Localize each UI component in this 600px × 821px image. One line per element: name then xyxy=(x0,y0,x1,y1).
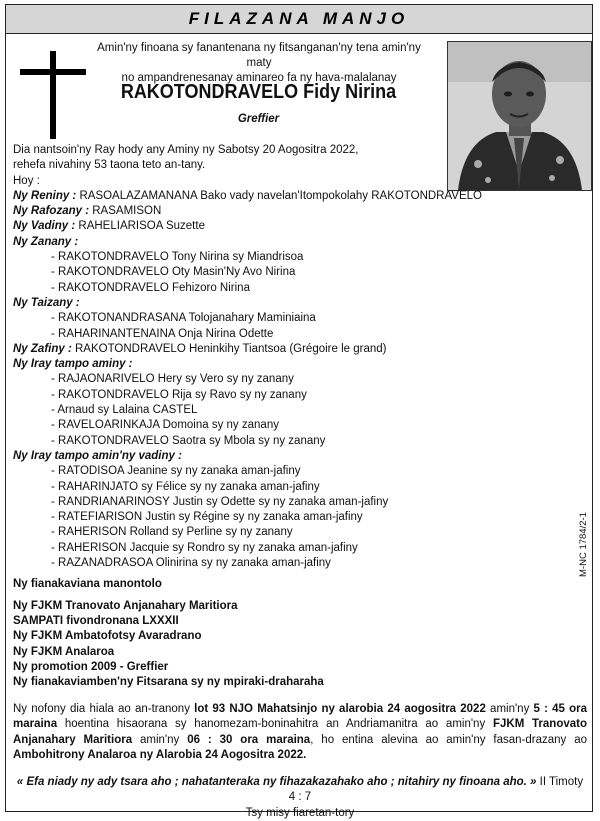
group-item: SAMPATI fivondronana LXXXII xyxy=(13,614,179,627)
list-item: - RAKOTONDRAVELO Oty Masin'Ny Avo Nirina xyxy=(51,266,296,279)
mother-row xyxy=(13,189,488,204)
list-item: - RAKOTONDRAVELO Saotra sy Mbola sy ny zanany xyxy=(51,434,326,447)
wife-value: RAHELIARISOA Suzette xyxy=(78,220,205,233)
list-item: - RAHARINJATO sy Félice sy ny zanaka aman-jafiny xyxy=(51,480,320,493)
notice-text: amin'ny xyxy=(132,733,188,746)
grandchildren-label: Ny Taizany : xyxy=(13,296,80,309)
mother-value: RASOALAZAMANANA Bako vady navelan'Itompokolahy RAKOTONDRAVELO xyxy=(79,189,482,202)
notice-time: 5 : 45 ora maraina xyxy=(13,703,587,731)
great-grandchild-value: RAKOTONDRAVELO Heninkihy Tiantsoa (Grégoire le grand) xyxy=(75,342,387,355)
notice-text: hoentina hisaorana sy hanomezam-boninahitra an Andriamanitra ao amin'ny xyxy=(57,718,493,731)
quote-text: « Efa niady ny ady tsara aho ; nahatanteraka ny fihazakazahako aho ; nitahiry ny finoana aho. » xyxy=(16,776,537,788)
deceased-role: Greffier xyxy=(237,113,280,125)
mother-label: Ny Reniny : xyxy=(13,189,77,202)
list-item: - RAKOTONDRAVELO Rija sy Ravo sy ny zanany xyxy=(51,388,307,401)
list-item: - RATEFIARISON Justin sy Régine sy ny zanaka aman-jafiny xyxy=(51,511,363,524)
reference-code: M-NC 1784/2-1 xyxy=(578,512,589,577)
scripture-quote xyxy=(13,775,587,821)
announcement-line-2: rehefa nivahiny 53 taona teto an-tany. xyxy=(13,159,206,172)
list-item: - RAKOTONANDRASANA Tolojanahary Maminiaina xyxy=(51,312,316,325)
list-item: - RAHARINANTENAINA Onja Nirina Odette xyxy=(51,327,274,340)
list-item: - RAHERISON Jacquie sy Rondro sy ny zanaka aman-jafiny xyxy=(51,541,358,554)
wife-label: Ny Vadiny : xyxy=(13,220,76,233)
group-item: Ny FJKM Tranovato Anjanahary Maritiora xyxy=(13,599,238,612)
notice-time: 06 : 30 ora maraina xyxy=(187,733,311,746)
quote-citation: II Timoty 4 : 7 xyxy=(288,776,584,804)
list-item: - Arnaud sy Lalaina CASTEL xyxy=(51,404,198,417)
great-grandchild-row xyxy=(13,342,488,357)
group-item: Ny fianakaviamben'ny Fitsarana sy ny mpiraki-draharaha xyxy=(13,676,324,689)
group-item: Ny FJKM Ambatofotsy Avaradrano xyxy=(13,630,202,643)
notice-text: amin'ny xyxy=(485,703,534,715)
closing-line: Tsy misy fiaretan-tory xyxy=(245,806,355,819)
notice-frame xyxy=(5,4,593,819)
list-item: - RAHERISON Rolland sy Perline sy ny zanany xyxy=(51,526,293,539)
children-label: Ny Zanany : xyxy=(13,235,79,248)
announcement-line-1: Dia nantsoin'ny Ray hody any Aminy ny Sabotsy 20 Aogositra 2022, xyxy=(13,144,359,156)
intro-line-2: no ampandrenesanay aminareo fa ny hava-malalanay xyxy=(121,72,397,84)
notice-church: FJKM Tranovato Anjanahary Maritiora xyxy=(13,718,587,746)
intro-line-1: Amin'ny finoana sy fanantenana ny fitsanganan'ny tena amin'ny maty xyxy=(97,42,421,69)
list-item: - RANDRIANARINOSY Justin sy Odette sy ny zanaka aman-jafiny xyxy=(51,495,389,508)
banner-title: FILAZANA MANJO xyxy=(6,5,592,34)
funeral-notice xyxy=(13,702,587,763)
wife-row xyxy=(13,219,488,234)
intro-text xyxy=(94,41,424,86)
list-item: - RAKOTONDRAVELO Fehizoro Nirina xyxy=(51,281,250,294)
list-item: - RATODISOA Jeanine sy ny zanaka aman-jafiny xyxy=(51,465,301,478)
notice-burial: Ambohitrony Analaroa ny Alarobia 24 Aogositra 2022. xyxy=(13,748,307,761)
siblings-label: Ny Iray tampo aminy : xyxy=(13,358,133,371)
notice-text: Ny nofony dia hiala ao an-tranony xyxy=(13,703,195,715)
list-item: - RAJAONARIVELO Hery sy Vero sy ny zanany xyxy=(51,373,294,386)
notice-text: , ho entina alevina ao amin'ny fasan-drazany ao xyxy=(310,733,587,746)
father-in-law-value: RASAMISON xyxy=(92,205,162,218)
list-item: - RAKOTONDRAVELO Tony Nirina sy Miandrisoa xyxy=(51,251,304,264)
father-in-law-label: Ny Rafozany : xyxy=(13,205,90,218)
group-family: Ny fianakaviana manontolo xyxy=(13,578,162,591)
group-item: Ny FJKM Analaroa xyxy=(13,645,115,658)
great-grandchild-label: Ny Zafiny : xyxy=(13,342,72,355)
announcement-line-3: Hoy : xyxy=(13,174,40,187)
list-item: - RAVELOARINKAJA Domoina sy ny zanany xyxy=(51,419,279,432)
announcement-body xyxy=(13,143,488,690)
deceased-name: RAKOTONDRAVELO Fidy Nirina xyxy=(120,81,397,103)
notice-location: lot 93 NJO Mahatsinjo ny alarobia 24 aogositra 2022 xyxy=(194,703,486,715)
list-item: - RAZANADRASOA Olinirina sy ny zanaka aman-jafiny xyxy=(51,557,331,570)
father-in-law-row xyxy=(13,204,488,219)
wife-siblings-label: Ny Iray tampo amin'ny vadiny : xyxy=(13,449,182,462)
group-item: Ny promotion 2009 - Greffier xyxy=(13,660,169,673)
